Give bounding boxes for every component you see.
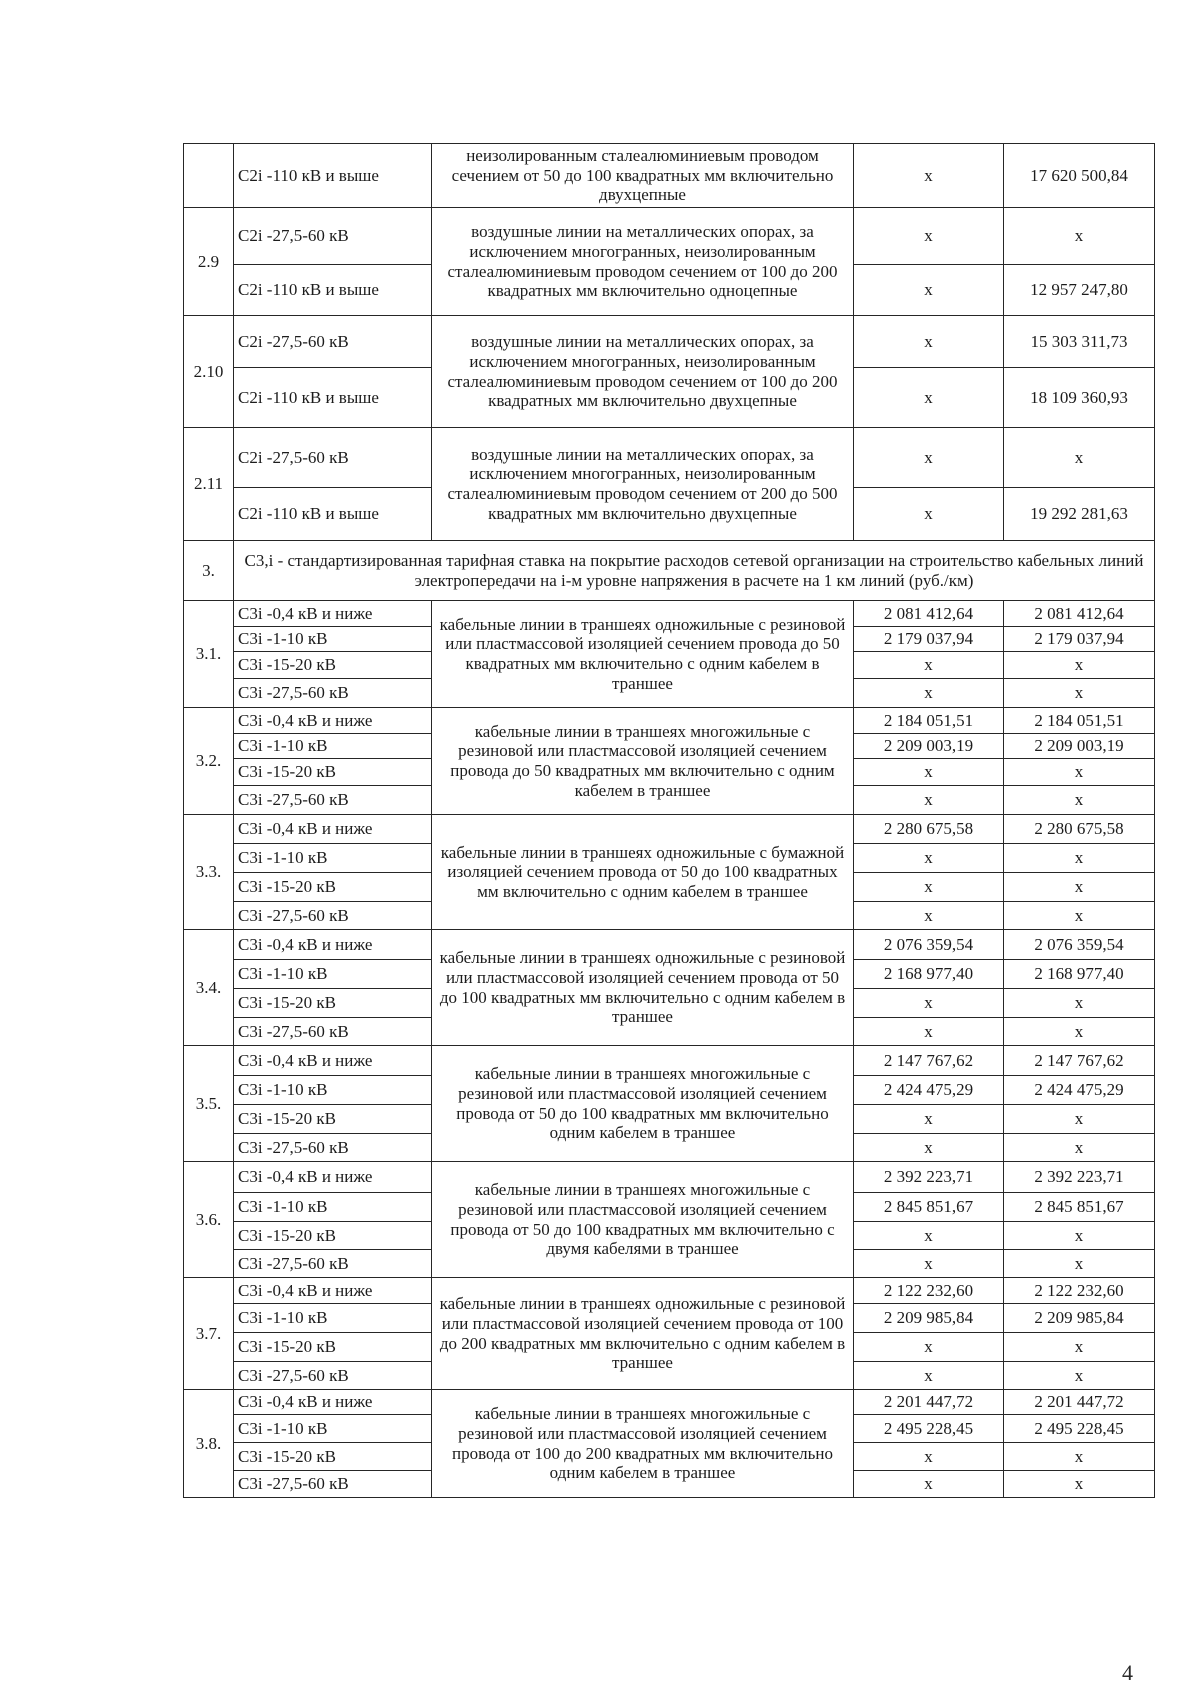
rate-value-1: 2 076 359,54 (854, 930, 1004, 960)
rate-value-1: x (854, 1362, 1004, 1390)
rate-value-2: x (1004, 1134, 1155, 1162)
row-number: 3.5. (184, 1046, 234, 1162)
rate-value-1: x (854, 652, 1004, 679)
voltage-code: С3i -0,4 кВ и ниже (234, 708, 432, 734)
row-number: 2.9 (184, 208, 234, 316)
rate-value-1: 2 179 037,94 (854, 627, 1004, 652)
table-row (184, 316, 1155, 368)
voltage-code: С3i -0,4 кВ и ниже (234, 1046, 432, 1076)
rate-value-2: x (1004, 208, 1155, 265)
voltage-code: С3i -15-20 кВ (234, 989, 432, 1018)
rate-value-2: x (1004, 1222, 1155, 1250)
rate-value-1: x (854, 902, 1004, 930)
rate-value-1: x (854, 488, 1004, 541)
table-row (184, 1162, 1155, 1193)
rate-value-2: x (1004, 1105, 1155, 1134)
rate-value-2: 2 209 003,19 (1004, 734, 1155, 759)
rate-value-1: 2 280 675,58 (854, 815, 1004, 844)
rate-value-1: x (854, 265, 1004, 316)
voltage-code: С2i -27,5-60 кВ (234, 316, 432, 368)
rate-value-1: x (854, 428, 1004, 488)
table-row (184, 208, 1155, 265)
row-number: 3.7. (184, 1278, 234, 1390)
table-row (184, 1278, 1155, 1304)
rate-value-2: 18 109 360,93 (1004, 368, 1155, 428)
rate-value-2: 2 845 851,67 (1004, 1193, 1155, 1222)
tariff-table (183, 143, 1155, 1498)
voltage-code: С3i -15-20 кВ (234, 1105, 432, 1134)
voltage-code: С3i -27,5-60 кВ (234, 786, 432, 815)
voltage-code: С3i -27,5-60 кВ (234, 1471, 432, 1498)
voltage-code: С3i -27,5-60 кВ (234, 1018, 432, 1046)
rate-value-2: x (1004, 873, 1155, 902)
line-description: кабельные линии в траншеях многожильные с резиновой или пластмассовой изоляцией сечением провода от 50 до 100 квадратных мм включительно одним кабелем в траншее (432, 1046, 854, 1162)
voltage-code: С3i -0,4 кВ и ниже (234, 1162, 432, 1193)
rate-value-1: 2 081 412,64 (854, 601, 1004, 627)
table-row (184, 815, 1155, 844)
table-row (184, 428, 1155, 488)
rate-value-1: 2 201 447,72 (854, 1390, 1004, 1415)
rate-value-2: 2 076 359,54 (1004, 930, 1155, 960)
line-description: воздушные линии на металлических опорах, за исключением многогранных, неизолированным сталеалюминиевым проводом сечением от 100 до 200 квадратных мм включительно одноцепные (432, 208, 854, 316)
voltage-code: С3i -0,4 кВ и ниже (234, 815, 432, 844)
voltage-code: С3i -1-10 кВ (234, 1193, 432, 1222)
rate-value-1: x (854, 844, 1004, 873)
voltage-code: С2i -27,5-60 кВ (234, 428, 432, 488)
line-description: кабельные линии в траншеях одножильные с резиновой или пластмассовой изоляцией сечением провода от 50 до 100 квадратных мм включительно с одним кабелем в траншее (432, 930, 854, 1046)
rate-value-1: x (854, 1134, 1004, 1162)
rate-value-2: x (1004, 1018, 1155, 1046)
line-description: кабельные линии в траншеях одножильные с резиновой или пластмассовой изоляцией сечением провода до 50 квадратных мм включительно с одним кабелем в траншее (432, 601, 854, 708)
rate-value-1: x (854, 1471, 1004, 1498)
rate-value-1: x (854, 1250, 1004, 1278)
line-description: кабельные линии в траншеях многожильные с резиновой или пластмассовой изоляцией сечением провода от 50 до 100 квадратных мм включительно с двумя кабелями в траншее (432, 1162, 854, 1278)
voltage-code: С3i -0,4 кВ и ниже (234, 1390, 432, 1415)
voltage-code: С3i -1-10 кВ (234, 1076, 432, 1105)
rate-value-2: 2 081 412,64 (1004, 601, 1155, 627)
voltage-code: С2i -110 кВ и выше (234, 488, 432, 541)
table-row (184, 601, 1155, 627)
row-number: 3.1. (184, 601, 234, 708)
rate-value-2: 12 957 247,80 (1004, 265, 1155, 316)
voltage-code: С2i -27,5-60 кВ (234, 208, 432, 265)
tariff-table-body (184, 144, 1155, 1498)
rate-value-2: 17 620 500,84 (1004, 144, 1155, 208)
rate-value-2: x (1004, 679, 1155, 708)
rate-value-2: x (1004, 1471, 1155, 1498)
voltage-code: С3i -15-20 кВ (234, 1222, 432, 1250)
rate-value-1: 2 495 228,45 (854, 1415, 1004, 1443)
row-number: 2.11 (184, 428, 234, 541)
rate-value-2: 2 280 675,58 (1004, 815, 1155, 844)
line-description: кабельные линии в траншеях многожильные с резиновой или пластмассовой изоляцией сечением провода до 50 квадратных мм включительно с одним кабелем в траншее (432, 708, 854, 815)
voltage-code: С2i -110 кВ и выше (234, 144, 432, 208)
table-row (184, 708, 1155, 734)
row-number (184, 144, 234, 208)
rate-value-1: x (854, 989, 1004, 1018)
rate-value-2: x (1004, 902, 1155, 930)
rate-value-1: x (854, 1443, 1004, 1471)
rate-value-1: 2 845 851,67 (854, 1193, 1004, 1222)
rate-value-2: x (1004, 1333, 1155, 1362)
rate-value-2: 2 168 977,40 (1004, 960, 1155, 989)
rate-value-2: x (1004, 1250, 1155, 1278)
voltage-code: С3i -15-20 кВ (234, 873, 432, 902)
rate-value-2: x (1004, 759, 1155, 786)
rate-value-2: x (1004, 652, 1155, 679)
rate-value-1: x (854, 1105, 1004, 1134)
rate-value-1: 2 147 767,62 (854, 1046, 1004, 1076)
rate-value-2: 2 147 767,62 (1004, 1046, 1155, 1076)
voltage-code: С3i -0,4 кВ и ниже (234, 930, 432, 960)
voltage-code: С3i -27,5-60 кВ (234, 902, 432, 930)
rate-value-1: 2 168 977,40 (854, 960, 1004, 989)
voltage-code: С3i -15-20 кВ (234, 759, 432, 786)
section-heading: С3,i - стандартизированная тарифная ставка на покрытие расходов сетевой организации на строительство кабельных линий электропередачи на i-м уровне напряжения в расчете на 1 км линий (руб./км) (234, 541, 1155, 601)
voltage-code: С3i -27,5-60 кВ (234, 1134, 432, 1162)
rate-value-1: 2 424 475,29 (854, 1076, 1004, 1105)
rate-value-2: 2 201 447,72 (1004, 1390, 1155, 1415)
rate-value-1: x (854, 786, 1004, 815)
voltage-code: С3i -1-10 кВ (234, 627, 432, 652)
rate-value-1: 2 209 003,19 (854, 734, 1004, 759)
row-number: 2.10 (184, 316, 234, 428)
row-number: 3. (184, 541, 234, 601)
rate-value-2: 19 292 281,63 (1004, 488, 1155, 541)
voltage-code: С3i -27,5-60 кВ (234, 1362, 432, 1390)
rate-value-2: 2 184 051,51 (1004, 708, 1155, 734)
voltage-code: С3i -15-20 кВ (234, 652, 432, 679)
section-row (184, 541, 1155, 601)
row-number: 3.8. (184, 1390, 234, 1498)
rate-value-1: x (854, 144, 1004, 208)
row-number: 3.6. (184, 1162, 234, 1278)
rate-value-1: x (854, 873, 1004, 902)
row-number: 3.4. (184, 930, 234, 1046)
voltage-code: С3i -15-20 кВ (234, 1443, 432, 1471)
line-description: кабельные линии в траншеях одножильные с бумажной изоляцией сечением провода от 50 до 100 квадратных мм включительно с одним кабелем в траншее (432, 815, 854, 930)
rate-value-2: 2 209 985,84 (1004, 1304, 1155, 1333)
rate-value-1: 2 122 232,60 (854, 1278, 1004, 1304)
table-row (184, 1046, 1155, 1076)
rate-value-2: x (1004, 428, 1155, 488)
rate-value-1: x (854, 759, 1004, 786)
voltage-code: С3i -27,5-60 кВ (234, 1250, 432, 1278)
rate-value-2: 2 179 037,94 (1004, 627, 1155, 652)
voltage-code: С3i -0,4 кВ и ниже (234, 1278, 432, 1304)
rate-value-1: x (854, 368, 1004, 428)
rate-value-1: x (854, 316, 1004, 368)
line-description: воздушные линии на металлических опорах, за исключением многогранных, неизолированным сталеалюминиевым проводом сечением от 200 до 500 квадратных мм включительно двухцепные (432, 428, 854, 541)
voltage-code: С3i -1-10 кВ (234, 844, 432, 873)
voltage-code: С3i -1-10 кВ (234, 1415, 432, 1443)
rate-value-2: 2 122 232,60 (1004, 1278, 1155, 1304)
voltage-code: С2i -110 кВ и выше (234, 368, 432, 428)
table-row (184, 930, 1155, 960)
rate-value-1: 2 209 985,84 (854, 1304, 1004, 1333)
voltage-code: С3i -15-20 кВ (234, 1333, 432, 1362)
table-row (184, 1390, 1155, 1415)
line-description: воздушные линии на металлических опорах, за исключением многогранных, неизолированным сталеалюминиевым проводом сечением от 100 до 200 квадратных мм включительно двухцепные (432, 316, 854, 428)
row-number: 3.2. (184, 708, 234, 815)
rate-value-2: 2 392 223,71 (1004, 1162, 1155, 1193)
voltage-code: С3i -1-10 кВ (234, 734, 432, 759)
table-row (184, 144, 1155, 208)
line-description: неизолированным сталеалюминиевым проводом сечением от 50 до 100 квадратных мм включительно двухцепные (432, 144, 854, 208)
rate-value-2: 15 303 311,73 (1004, 316, 1155, 368)
rate-value-2: x (1004, 844, 1155, 873)
voltage-code: С3i -1-10 кВ (234, 1304, 432, 1333)
rate-value-1: x (854, 208, 1004, 265)
voltage-code: С3i -1-10 кВ (234, 960, 432, 989)
rate-value-2: x (1004, 1443, 1155, 1471)
line-description: кабельные линии в траншеях многожильные с резиновой или пластмассовой изоляцией сечением провода от 100 до 200 квадратных мм включительно одним кабелем в траншее (432, 1390, 854, 1498)
voltage-code: С3i -0,4 кВ и ниже (234, 601, 432, 627)
rate-value-1: x (854, 1018, 1004, 1046)
voltage-code: С3i -27,5-60 кВ (234, 679, 432, 708)
rate-value-1: x (854, 1222, 1004, 1250)
rate-value-2: 2 424 475,29 (1004, 1076, 1155, 1105)
rate-value-2: x (1004, 989, 1155, 1018)
row-number: 3.3. (184, 815, 234, 930)
rate-value-1: x (854, 679, 1004, 708)
page-number: 4 (1122, 1660, 1133, 1685)
rate-value-1: 2 392 223,71 (854, 1162, 1004, 1193)
line-description: кабельные линии в траншеях одножильные с резиновой или пластмассовой изоляцией сечением провода от 100 до 200 квадратных мм включительно с одним кабелем в траншее (432, 1278, 854, 1390)
rate-value-1: x (854, 1333, 1004, 1362)
voltage-code: С2i -110 кВ и выше (234, 265, 432, 316)
rate-value-1: 2 184 051,51 (854, 708, 1004, 734)
rate-value-2: x (1004, 786, 1155, 815)
rate-value-2: x (1004, 1362, 1155, 1390)
rate-value-2: 2 495 228,45 (1004, 1415, 1155, 1443)
